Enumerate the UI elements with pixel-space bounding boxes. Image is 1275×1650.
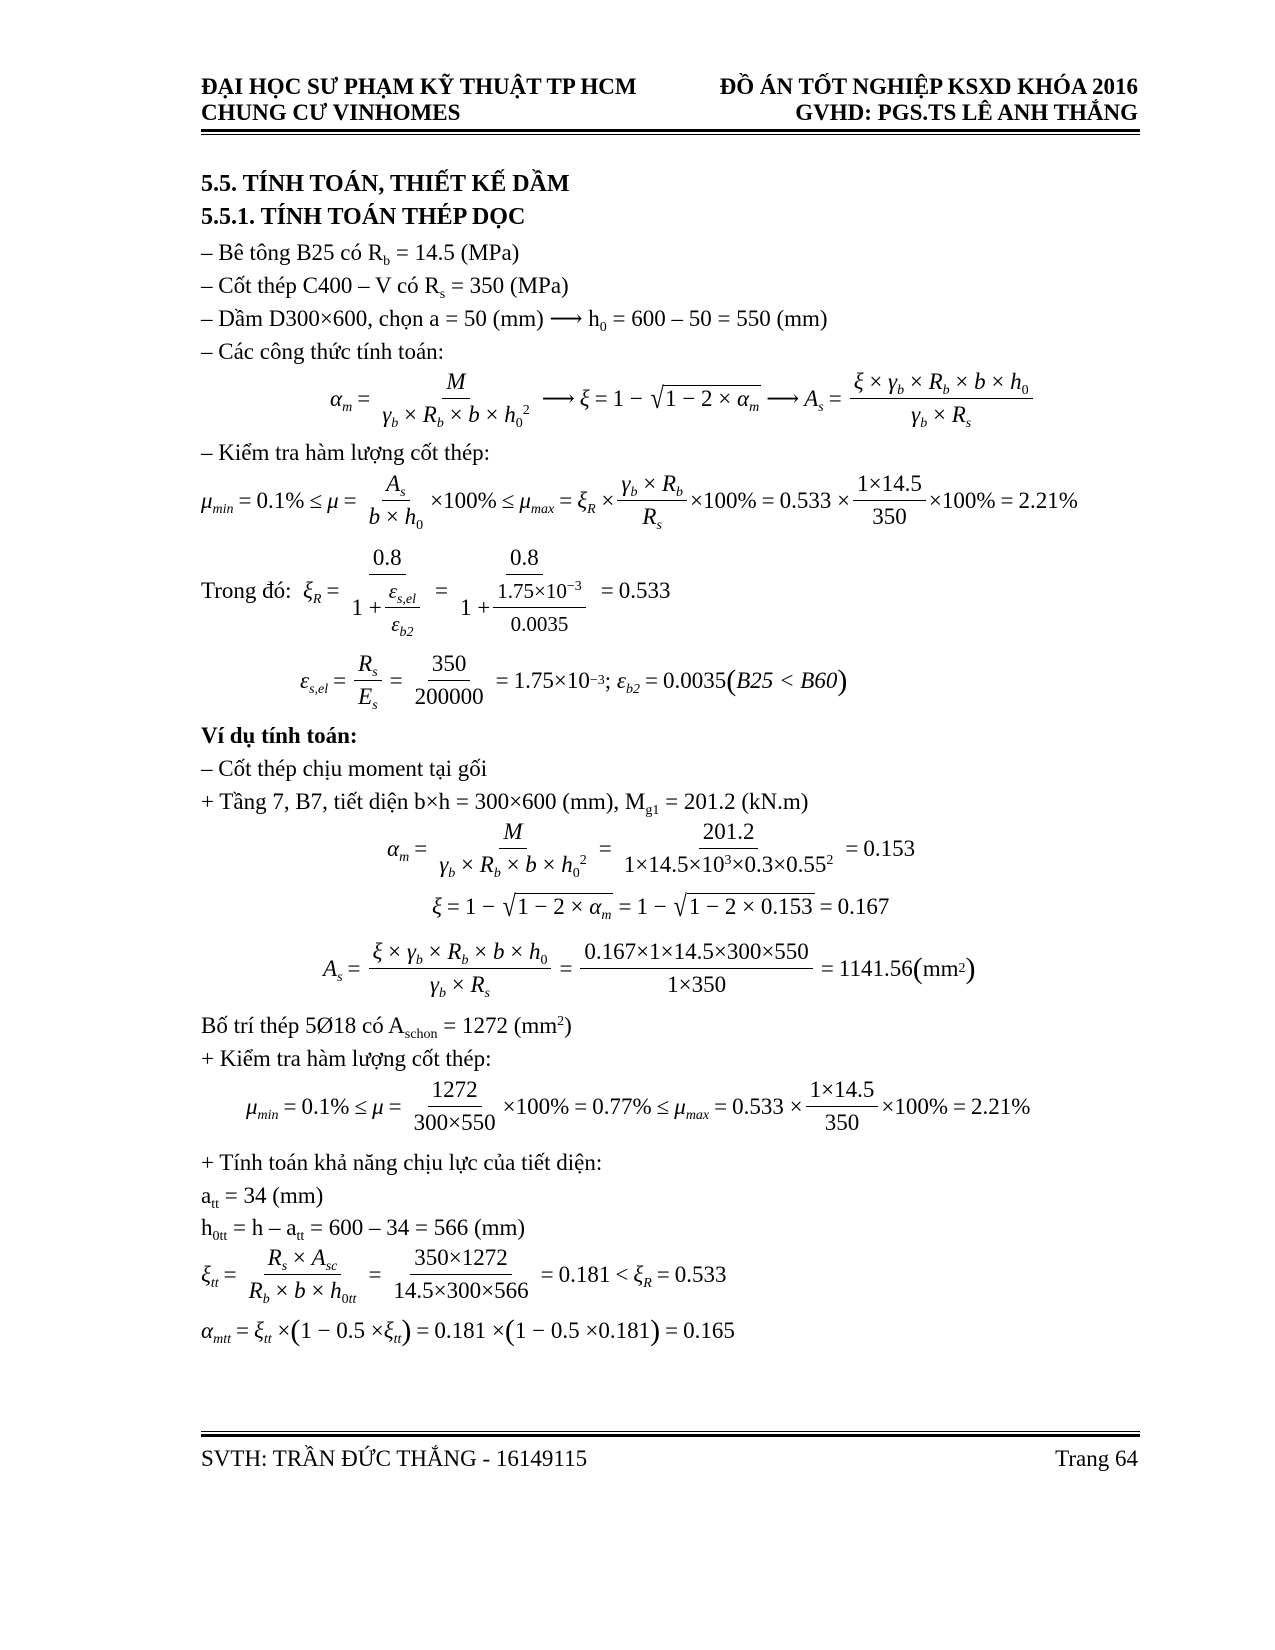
concrete-line: – Bê tông B25 có $R_b = 14.5$ (MPa)	[201, 240, 520, 269]
header-rule-thick	[201, 129, 1140, 132]
general-formula: $\alpha_m$ = $\frac{M}{\gamma_b \times R_b \times b \times h_0^2}$ ⟶ ξ = 1 − √ $1 - 2 \times \alpha_m$ ⟶ $A_s$ = $\frac{\xi \times \gamma_b \times R_b \times b \times h_0}{\gamma_b \times R_s}$	[330, 368, 1036, 429]
ratio-formula: $\mu_{min}$ = 0.1% ≤ μ = $\frac{A_s}{b \times h_0}$ ×100% ≤ $\mu_{max}$ = $\xi_R$ × $\frac{\gamma_b \times R_b}{R_s}$ ×100% = 0.533 × $\frac{1\times 14.5}{350}$ ×100% = 2.21%	[201, 471, 1078, 533]
amtt-formula: $\alpha_{mtt}$ = $\xi_{tt}$ × ( 1 − 0.5 × $\xi_{tt}$ ) = 0.181 × ( 1 − 0.5 × 0.181 ) = 0.165	[201, 1314, 735, 1347]
ratio-example: $\mu_{min}$ = 0.1% ≤ μ = $\frac{1272}{300\times 550}$ ×100% = 0.77% ≤ $\mu_{max}$ = 0.533 × $\frac{1\times 14.5}{350}$ ×100% = 2.21%	[246, 1077, 1031, 1135]
footer-page-number: Trang 64	[1055, 1446, 1138, 1471]
footer-rule-thin	[201, 1431, 1140, 1432]
header-advisor: GVHD: PGS.TS LÊ ANH THẮNG	[795, 100, 1138, 125]
capacity-label: + Tính toán khả năng chịu lực của tiết diện:	[201, 1150, 603, 1175]
header-thesis: ĐỒ ÁN TỐT NGHIỆP KSXD KHÓA 2016	[719, 74, 1138, 99]
section-title: 5.5. TÍNH TOÁN, THIẾT KẾ DẦM	[201, 171, 570, 197]
xi-r-formula: Trong đó: $\xi_R$ = 0.8 1 + $\frac{\varepsilon_{s,el}}{\varepsilon_{b2}}$ = 0.8 1 + $\frac{1.75\times 10^{-3}}{0.0035}$ = 0.533	[201, 545, 671, 640]
check2-label: + Kiểm tra hàm lượng cốt thép:	[201, 1046, 492, 1071]
footer-rule-thick	[201, 1434, 1140, 1437]
beam-line: – Dầm D300×600, chọn a = 50 (mm) ⟶ $h_0 = 600 - 50 = 550$ (mm)	[201, 306, 828, 335]
formulas-label: – Các công thức tính toán:	[201, 339, 445, 364]
header-school: ĐẠI HỌC SƯ PHẠM KỸ THUẬT TP HCM	[201, 74, 637, 99]
support-label: – Cốt thép chịu moment tại gối	[201, 756, 488, 781]
header-rule-thin	[201, 134, 1140, 135]
check-label: – Kiểm tra hàm lượng cốt thép:	[201, 440, 491, 465]
arrange-line: Bố trí thép 5Ø18 có $A_{schon} = 1272$ $(mm^2)$	[201, 1013, 572, 1042]
example-label: Ví dụ tính toán:	[201, 723, 358, 748]
as-example: $A_s$ = $\frac{\xi \times \gamma_b \times R_b \times b \times h_0}{\gamma_b \times R_s}$ = $\frac{0.167\times 1\times 14.5\times 300\times 550}{1\times 350}$ = 1141.56 ( mm 2 )	[323, 939, 976, 1001]
h0tt-line: $h_{0tt} = h - a_{tt} = 600 - 34 = 566$ (mm)	[201, 1215, 526, 1244]
header-project: CHUNG CƯ VINHOMES	[201, 100, 461, 125]
xitt-formula: $\xi_{tt}$ = $\frac{R_s \times A_{sc}}{R_b \times b \times h_{0tt}}$ = $\frac{350\times 1272}{14.5\times 300\times 566}$ = 0.181 < $\xi_R$ = 0.533	[201, 1245, 727, 1307]
att-line: $a_{tt} = 34$ (mm)	[201, 1183, 324, 1212]
eps-formula: $\varepsilon_{s,el}$ = $\frac{R_s}{E_s}$ = $\frac{350}{200000}$ = 1.75×10 −3 ; $\varepsilon_{b2}$ = 0.0035 ( B25 < B60 )	[300, 651, 848, 713]
xi-example: ξ = 1 − √ $1 - 2 \times \alpha_m$ = 1 − √ 1 − 2 × 0.153 = 0.167	[432, 889, 890, 923]
footer-author: SVTH: TRẦN ĐỨC THẮNG - 16149115	[201, 1446, 588, 1471]
alpha-example: $\alpha_m$ = $\frac{M}{\gamma_b \times R_b \times b \times h_0^2}$ = $\frac{201.2}{1\times 14.5\times 10^3\times 0.3\times 0.55^2}$ = 0.153	[387, 819, 916, 881]
floor-line: + Tầng 7, B7, tiết diện b×h = 300×600 (mm), $M_{g1} = 201.2$ (kN.m)	[201, 789, 809, 818]
steel-line: – Cốt thép C400 – V có $R_s = 350$ (MPa)	[201, 273, 569, 302]
subsection-title: 5.5.1. TÍNH TOÁN THÉP DỌC	[201, 204, 526, 230]
